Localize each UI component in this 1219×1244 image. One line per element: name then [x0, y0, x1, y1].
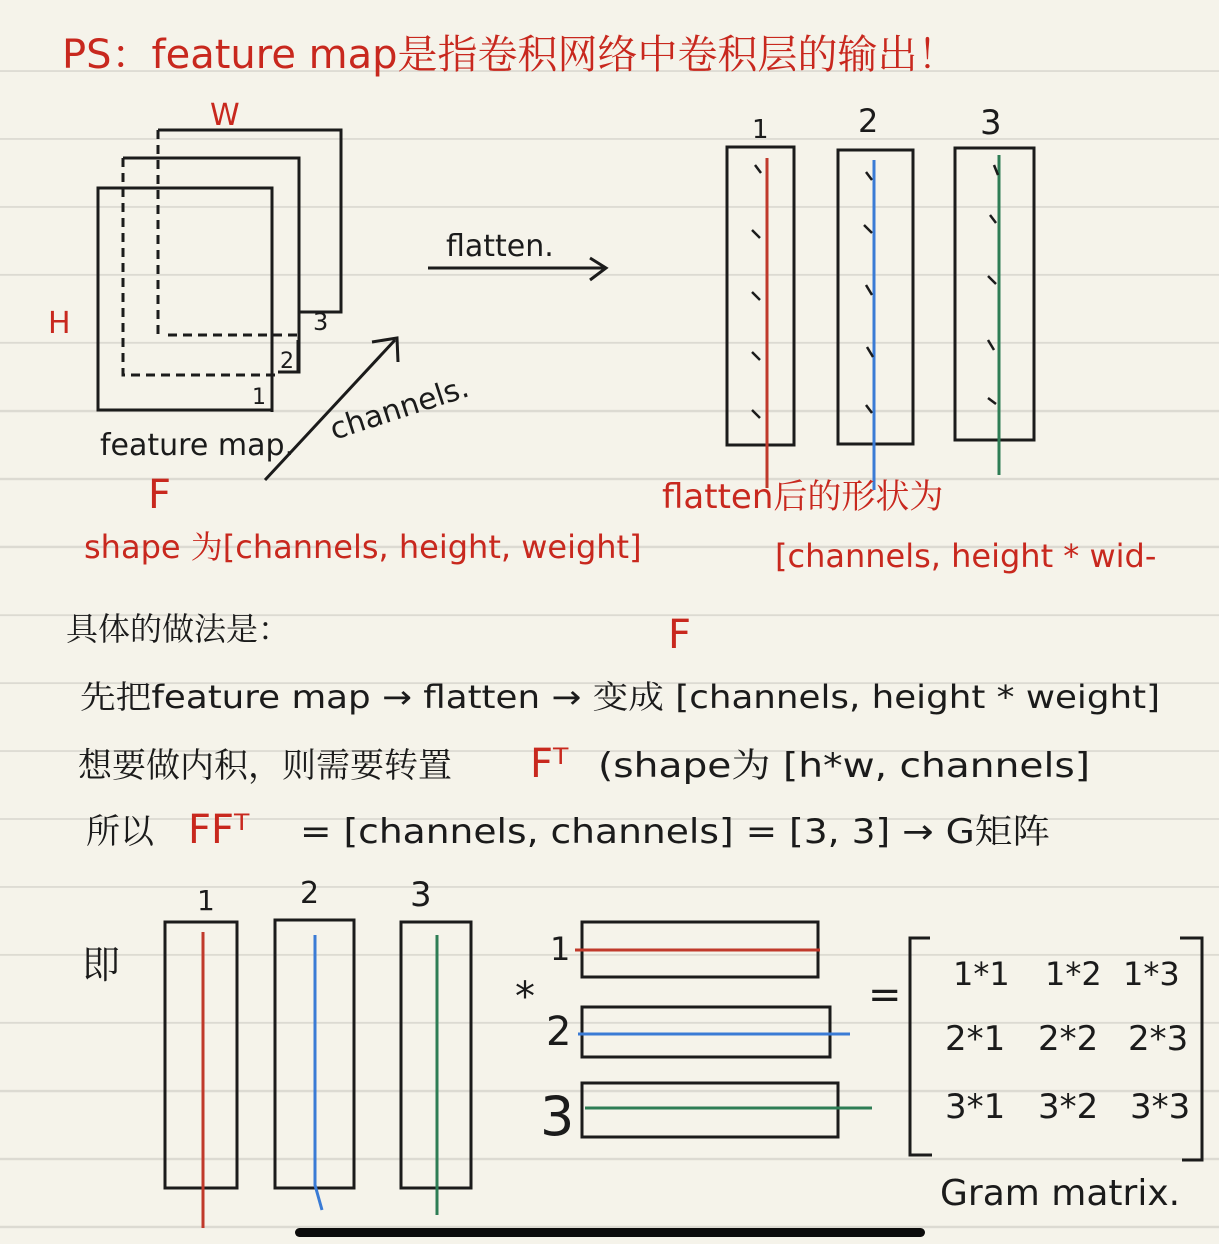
- gram-matrix: [910, 938, 1202, 1160]
- flat-column-number-2: 2: [858, 102, 879, 140]
- flat-column-number-3: 3: [980, 103, 1002, 143]
- equals-sign: =: [868, 972, 902, 1018]
- gram-row-3: [582, 1083, 838, 1137]
- method-line-3-prefix: 所以: [86, 812, 154, 852]
- gram-column-number-2: 2: [300, 876, 320, 911]
- matrix-left-bracket: [910, 938, 932, 1155]
- matrix-cell: 2*3: [1128, 1019, 1189, 1059]
- gram-column-number-3: 3: [410, 875, 432, 915]
- method-heading: 具体的做法是：: [66, 610, 291, 648]
- gram-column-vector-2: [315, 935, 322, 1210]
- gram-column-1: [165, 922, 237, 1188]
- flat-column-number-1: 1: [752, 115, 769, 145]
- matrix-cell: 3*1: [945, 1087, 1006, 1127]
- matrix-cell: 1*1: [953, 955, 1010, 993]
- gram-prefix-label: 即: [82, 943, 121, 987]
- gram-rows: [540, 922, 872, 1148]
- method-line-2-suffix: (shape为 [h*w, channels]: [598, 746, 1090, 786]
- matrix-cell: 2*1: [945, 1019, 1006, 1059]
- shape-text: shape 为[channels, height, weight]: [84, 528, 642, 566]
- flat-column-1: [727, 147, 794, 445]
- method-line-1: 先把feature map → flatten → 变成 [channels, height * weight]: [80, 678, 1160, 716]
- method-symbol-F: F: [668, 612, 692, 658]
- flatten-result-caption: flatten后的形状为: [662, 477, 944, 517]
- gram-column-number-1: 1: [197, 884, 215, 917]
- matrix-cell: 1*2: [1045, 955, 1102, 993]
- matrix-cell: 3*3: [1130, 1087, 1191, 1127]
- flattened-columns: [727, 102, 1034, 490]
- matrix-cell: 3*2: [1038, 1087, 1099, 1127]
- gram-row-2: [582, 1007, 830, 1057]
- channels-arrow-label: channels.: [325, 369, 474, 448]
- channel-number-1: 1: [252, 385, 266, 410]
- flatten-result-shape: [channels, height * wid-: [775, 537, 1157, 575]
- matrix-cell: 2*2: [1038, 1019, 1099, 1059]
- channel-number-2: 2: [280, 349, 294, 374]
- gram-columns: [165, 875, 471, 1228]
- height-label: H: [48, 306, 71, 341]
- gram-matrix-caption: Gram matrix.: [940, 1173, 1181, 1214]
- method-line-3-suffix: = [channels, channels] = [3, 3] → G矩阵: [300, 812, 1050, 852]
- feature-map-stack: [98, 130, 341, 412]
- matrix-cell: 1*3: [1123, 955, 1180, 993]
- gram-row-number-2: 2: [546, 1009, 572, 1055]
- width-label: W: [210, 98, 240, 133]
- method-line-2-symbol: Fᵀ: [530, 741, 569, 787]
- flatten-arrow-label: flatten.: [446, 229, 554, 264]
- home-indicator-bar[interactable]: [295, 1228, 925, 1237]
- gram-row-number-1: 1: [550, 930, 571, 968]
- multiply-sign: *: [515, 974, 535, 1020]
- channel-number-3: 3: [313, 308, 329, 336]
- method-line-2-prefix: 想要做内积，则需要转置: [78, 746, 452, 786]
- feature-map-channel-2-hidden: [123, 158, 278, 375]
- note-title: PS：feature map是指卷积网络中卷积层的输出！: [62, 32, 958, 78]
- method-line-3-symbol: FFᵀ: [188, 807, 250, 853]
- flat-column-3: [955, 148, 1034, 440]
- feature-map-label: feature map.: [100, 428, 295, 463]
- gram-row-number-3: 3: [540, 1085, 575, 1148]
- feature-map-symbol: F: [148, 472, 172, 518]
